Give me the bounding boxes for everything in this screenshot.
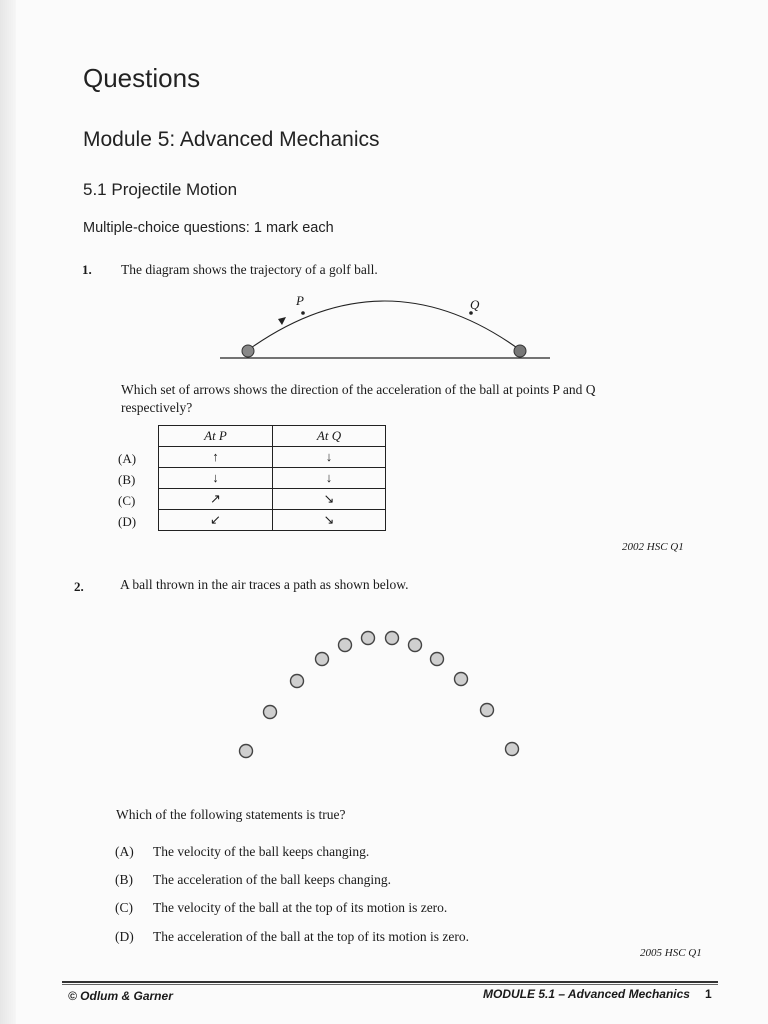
question-1-prompt bbox=[121, 381, 595, 417]
point-p-label: P bbox=[296, 293, 304, 308]
point-q-label: Q bbox=[470, 297, 480, 312]
ball-path-diagram bbox=[230, 622, 530, 767]
ball-position-icon bbox=[455, 673, 468, 686]
ball-start-icon bbox=[242, 345, 254, 357]
ball-position-icon bbox=[409, 639, 422, 652]
question-2-number: 2. bbox=[74, 579, 84, 594]
question-1-text: The diagram shows the trajectory of a golf ball. bbox=[121, 262, 378, 277]
table-row bbox=[159, 510, 386, 531]
ball-position-icon bbox=[481, 704, 494, 717]
ball-end-icon bbox=[514, 345, 526, 357]
footer-module-title: MODULE 5.1 – Advanced Mechanics bbox=[483, 987, 690, 1001]
footer-rule bbox=[62, 981, 718, 983]
ball-position-icon bbox=[291, 675, 304, 688]
table-header-row bbox=[159, 426, 386, 447]
question-1-prompt-line-1: Which set of arrows shows the direction of the acceleration of the ball at points P and Q bbox=[121, 382, 596, 397]
arrow-at-q: ↘ bbox=[273, 510, 386, 531]
header-at-p: At P bbox=[159, 426, 273, 447]
footer-page-number: 1 bbox=[705, 987, 712, 1001]
answer-option bbox=[115, 929, 469, 945]
arrow-at-q: ↓ bbox=[273, 447, 386, 468]
table-row bbox=[159, 489, 386, 510]
question-2-prompt: Which of the following statements is true? bbox=[116, 807, 346, 822]
footer-rule-thin bbox=[62, 984, 718, 985]
direction-arrow-icon bbox=[278, 317, 286, 325]
table-row bbox=[159, 468, 386, 489]
option-label: (C) bbox=[115, 900, 133, 915]
row-label: (C) bbox=[118, 493, 136, 508]
answer-option bbox=[115, 872, 391, 888]
question-2-text: A ball thrown in the air traces a path as shown below. bbox=[120, 577, 409, 592]
question-1-options-table bbox=[158, 425, 386, 531]
option-label: (D) bbox=[115, 929, 134, 944]
arrow-at-q: ↘ bbox=[273, 489, 386, 510]
question-1-source: 2002 HSC Q1 bbox=[622, 541, 684, 553]
arrow-at-p: ↙ bbox=[159, 510, 273, 531]
ball-position-icon bbox=[240, 745, 253, 758]
page-title: Questions bbox=[83, 63, 201, 93]
option-text: The velocity of the ball keeps changing. bbox=[153, 844, 370, 859]
golf-ball-trajectory-diagram bbox=[210, 290, 560, 365]
row-label: (B) bbox=[118, 472, 136, 487]
arrow-at-p: ↑ bbox=[159, 447, 273, 468]
arrow-at-p: ↗ bbox=[159, 489, 273, 510]
ball-position-icon bbox=[431, 653, 444, 666]
ball-position-icon bbox=[316, 653, 329, 666]
option-text: The velocity of the ball at the top of its motion is zero. bbox=[153, 900, 448, 915]
ball-position-icon bbox=[362, 632, 375, 645]
table-row bbox=[159, 447, 386, 468]
ball-position-icon bbox=[339, 639, 352, 652]
ball-position-icon bbox=[386, 632, 399, 645]
point-p-dot bbox=[301, 311, 305, 315]
footer-copyright: © Odlum & Garner bbox=[68, 989, 173, 1003]
row-label: (D) bbox=[118, 514, 137, 529]
ball-position-icon bbox=[506, 743, 519, 756]
module-heading: Module 5: Advanced Mechanics bbox=[83, 128, 380, 151]
row-label: (A) bbox=[118, 451, 137, 466]
section-heading: 5.1 Projectile Motion bbox=[83, 180, 238, 199]
option-text: The acceleration of the ball keeps changing. bbox=[153, 872, 392, 887]
question-2-source: 2005 HSC Q1 bbox=[640, 947, 702, 959]
answer-option bbox=[115, 844, 369, 860]
option-text: The acceleration of the ball at the top of its motion is zero. bbox=[153, 929, 470, 944]
question-1-number: 1. bbox=[82, 262, 92, 277]
arrow-at-q: ↓ bbox=[273, 468, 386, 489]
header-at-q: At Q bbox=[273, 426, 386, 447]
option-label: (B) bbox=[115, 872, 133, 887]
mark-scheme-subtitle: Multiple-choice questions: 1 mark each bbox=[83, 220, 334, 236]
page-edge-shadow bbox=[0, 0, 16, 1024]
question-1-prompt-line-2: respectively? bbox=[121, 400, 193, 415]
arrow-at-p: ↓ bbox=[159, 468, 273, 489]
answer-option bbox=[115, 900, 447, 916]
option-label: (A) bbox=[115, 844, 134, 859]
ball-position-icon bbox=[264, 706, 277, 719]
